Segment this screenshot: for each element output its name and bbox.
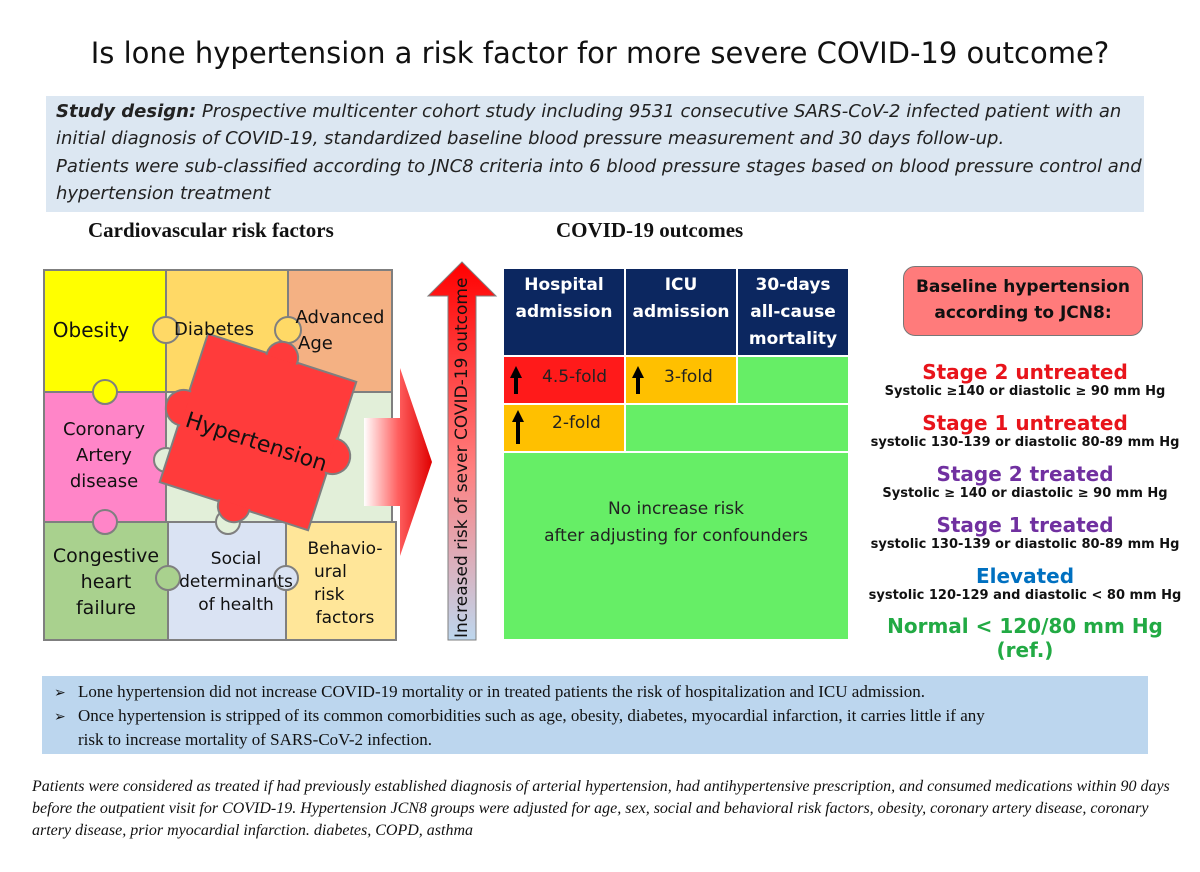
study-design-line-2: initial diagnosis of COVID-19, standardized baseline blood pressure measurement and 30 days follow-up. <box>56 128 1005 149</box>
stage-1-treated: Stage 1 treated systolic 130-139 or diastolic 80-89 mm Hg <box>870 513 1180 552</box>
stage-2-untreated: Stage 2 untreated Systolic ≥140 or diastolic ≥ 90 mm Hg <box>884 360 1166 399</box>
conclusion-2b: risk to increase mortality of SARS-CoV-2 infection. <box>78 730 432 749</box>
stage-elevated: Elevated systolic 120-129 and diastolic < 80 mm Hg <box>868 564 1182 603</box>
label-social-determinants: Social determinants of health <box>179 549 293 615</box>
page-title: Is lone hypertension a risk factor for more severe COVID-19 outcome? <box>90 36 1110 70</box>
label-advanced-age: Advanced Age <box>295 307 385 354</box>
label-hypertension: Hypertension <box>182 407 331 478</box>
bullet-icon-1: ➢ <box>54 684 66 700</box>
outcomes-heading: COVID-19 outcomes <box>556 218 744 242</box>
stage-1-untreated: Stage 1 untreated systolic 130-139 or diastolic 80-89 mm Hg <box>870 411 1180 450</box>
conclusion-1: Lone hypertension did not increase COVID-19 mortality or in treated patients the risk of hospitalization and ICU admission. <box>78 682 925 701</box>
stage-2-treated: Stage 2 treated Systolic ≥ 140 or diastolic ≥ 90 mm Hg <box>882 462 1168 501</box>
stage-normal: Normal < 120/80 mm Hg (ref.) <box>887 614 1163 662</box>
hospital-row2-value: 2-fold <box>552 413 601 433</box>
hospital-row1-value: 4.5-fold <box>542 367 608 387</box>
conclusion-2a: Once hypertension is stripped of its common comorbidities such as age, obesity, diabetes, myocardial infarction, it carries little if any <box>78 706 985 725</box>
header-hospital: Hospital admission <box>515 275 613 322</box>
study-design-line-1: Study design: Prospective multicenter cohort study including 9531 consecutive SARS-CoV-2 infected patient with an <box>56 101 1122 122</box>
cell-mortality-row1 <box>737 356 849 404</box>
footnote: Patients were considered as treated if had previously established diagnosis of arterial hypertension, had antihypertensive prescription, and consumed medications within 90 days before the outpatient visit for COVID-19. Hypertension JCN8 groups were adjusted for age, sex, social and behavioral risk factors, obesity, coronary artery disease, coronary artery disease, prior myocardial infarction. diabetes, COPD, asthma <box>32 778 1170 839</box>
baseline-box-text: Baseline hypertension according to JCN8: <box>915 277 1131 323</box>
risk-factors-heading: Cardiovascular risk factors <box>88 218 334 242</box>
risk-arrow-label: Increased risk of sever COVID-19 outcome <box>452 277 472 638</box>
study-design-label: Study design: <box>56 101 197 122</box>
header-icu: ICU admission <box>632 275 730 322</box>
label-diabetes: Diabetes <box>174 319 254 340</box>
conclusions-box <box>42 676 1148 754</box>
cell-rest-row2 <box>625 404 849 452</box>
baseline-box <box>903 266 1143 336</box>
label-coronary-artery-disease: Coronary Artery disease <box>62 419 146 492</box>
study-design-line-4: hypertension treatment <box>56 183 271 204</box>
label-obesity: Obesity <box>52 318 130 342</box>
label-behavioral-risk-factors: Behavio- ural risk factors <box>307 539 383 628</box>
study-design-line-3: Patients were sub-classified according to JNC8 criteria into 6 blood pressure stages based on blood pressure control and <box>56 156 1142 177</box>
bullet-icon-2: ➢ <box>54 708 66 724</box>
icu-row1-value: 3-fold <box>664 367 713 387</box>
no-increase-risk-text: No increase risk after adjusting for confounders <box>544 499 808 546</box>
label-congestive-heart-failure: Congestive heart failure <box>52 545 160 619</box>
header-mortality: 30-days all-cause mortality <box>748 275 838 349</box>
